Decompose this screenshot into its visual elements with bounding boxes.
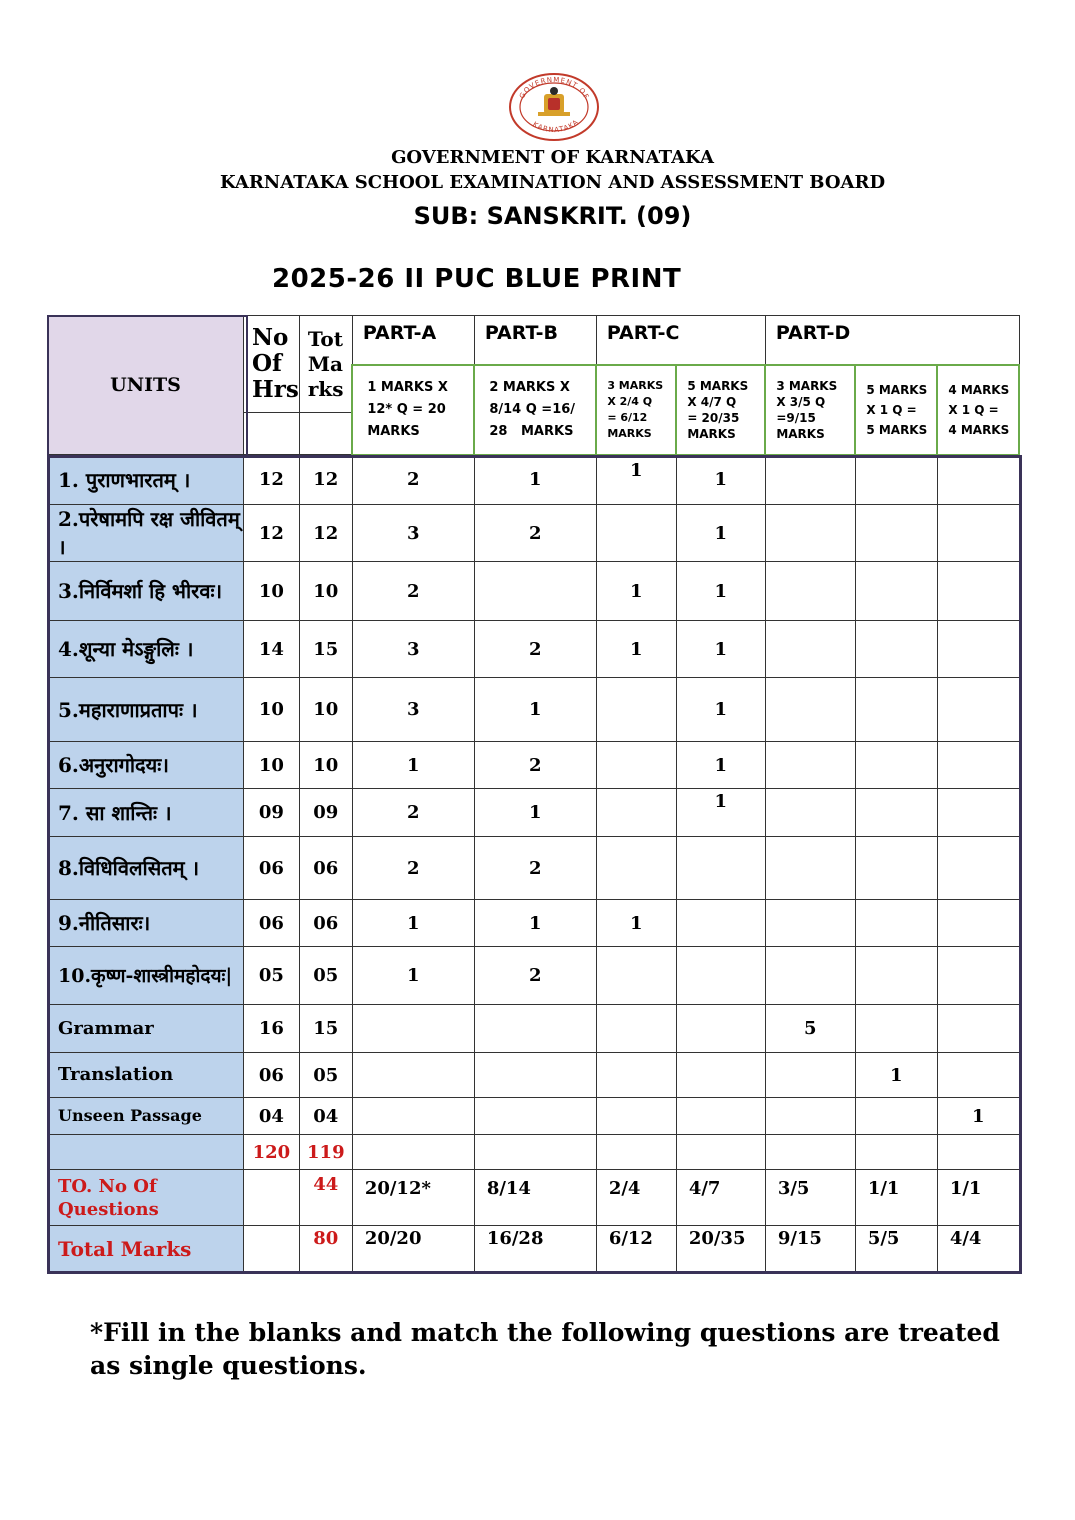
units-header: UNITS [48, 316, 244, 455]
part-b-count: 1 [474, 789, 596, 837]
unit-name: 9.नीतिसारः। [48, 900, 244, 947]
unit-marks: 06 [299, 900, 352, 947]
part-b-count [474, 562, 596, 621]
unit-marks: 12 [299, 455, 352, 505]
part-d2-count [855, 455, 937, 505]
part-d3-count [937, 947, 1019, 1005]
unit-marks: 10 [299, 678, 352, 742]
part-d2-count: 1 [855, 1053, 937, 1098]
part-c1-count: 1 [596, 455, 676, 505]
part-c1-count: 1 [596, 621, 676, 678]
part-d1-count [765, 678, 855, 742]
unit-name: 6.अनुरागोदयः। [48, 742, 244, 789]
table-row [48, 1005, 1020, 1053]
part-c1-count [596, 505, 676, 562]
marks-label-b: 2 MARKS X 8/14 Q =16/ 28 MARKS [474, 365, 596, 455]
unit-hours: 06 [244, 837, 300, 900]
unit-name: 4.शून्या मेऽङ्गुलिः । [48, 621, 244, 678]
part-b-count: 2 [474, 505, 596, 562]
part-c2-count [676, 1098, 765, 1135]
table-row [48, 455, 1020, 505]
questions-hours-blank [244, 1170, 300, 1226]
table-row [48, 947, 1020, 1005]
part-c1-count: 1 [596, 562, 676, 621]
unit-marks: 06 [299, 837, 352, 900]
part-a-header: PART-A [352, 316, 474, 365]
part-c-header: PART-C [596, 316, 765, 365]
unit-hours: 06 [244, 1053, 300, 1098]
footnote: *Fill in the blanks and match the following questions are treated as single questions. [90, 1318, 1000, 1380]
part-a-count: 2 [352, 837, 474, 900]
unit-marks: 12 [299, 505, 352, 562]
part-d3-count [937, 837, 1019, 900]
unit-hours: 12 [244, 505, 300, 562]
part-a-count [352, 1053, 474, 1098]
table-row [48, 837, 1020, 900]
table-row [48, 789, 1020, 837]
part-c2-count [676, 1005, 765, 1053]
part-d2-count [855, 678, 937, 742]
unit-name: 5.महाराणाप्रतापः । [48, 678, 244, 742]
unit-marks: 15 [299, 1005, 352, 1053]
unit-hours: 10 [244, 678, 300, 742]
part-d3-count [937, 1053, 1019, 1098]
part-d1-count: 5 [765, 1005, 855, 1053]
part-c1-count [596, 1053, 676, 1098]
part-d1-count [765, 1098, 855, 1135]
hours-blank [244, 413, 300, 455]
blueprint-table [47, 315, 1020, 1272]
part-a-count: 1 [352, 900, 474, 947]
part-c2-count: 1 [676, 789, 765, 837]
karnataka-government-seal [508, 72, 600, 142]
table-row [48, 1098, 1020, 1135]
unit-name: 7. सा शान्तिः । [48, 789, 244, 837]
unit-hours: 04 [244, 1098, 300, 1135]
table-row [48, 1053, 1020, 1098]
total-marks-part-d2: 5/5 [855, 1226, 937, 1272]
total-marks-hours-blank [244, 1226, 300, 1272]
part-b-count [474, 1053, 596, 1098]
unit-hours: 05 [244, 947, 300, 1005]
part-d1-count [765, 947, 855, 1005]
questions-row [48, 1170, 1020, 1226]
part-b-count: 2 [474, 947, 596, 1005]
part-d1-count [765, 455, 855, 505]
part-d2-count [855, 1005, 937, 1053]
total-marks-total: 80 [299, 1226, 352, 1272]
total-marks-part-a: 20/20 [352, 1226, 474, 1272]
questions-part-d3: 1/1 [937, 1170, 1019, 1226]
table-row [48, 678, 1020, 742]
part-d2-count [855, 837, 937, 900]
table-row [48, 562, 1020, 621]
total-marks-part-d3: 4/4 [937, 1226, 1019, 1272]
board-title: KARNATAKA SCHOOL EXAMINATION AND ASSESSMENT BOARD [219, 172, 886, 193]
part-a-count: 1 [352, 947, 474, 1005]
svg-text:KARNATAKA [531, 118, 580, 134]
part-d2-count [855, 562, 937, 621]
questions-part-c1: 2/4 [596, 1170, 676, 1226]
unit-hours: 16 [244, 1005, 300, 1053]
seal-top-text: GOVERNMENT OF [517, 75, 591, 101]
table-row [48, 621, 1020, 678]
part-d-header: PART-D [765, 316, 1019, 365]
part-d3-count [937, 1005, 1019, 1053]
part-a-count: 3 [352, 505, 474, 562]
unit-hours: 09 [244, 789, 300, 837]
part-c2-count [676, 1053, 765, 1098]
table-row [48, 505, 1020, 562]
part-b-count: 1 [474, 900, 596, 947]
part-d3-count [937, 621, 1019, 678]
unit-hours: 06 [244, 900, 300, 947]
marks-label-a: 1 MARKS X 12* Q = 20 MARKS [352, 365, 474, 455]
part-a-count [352, 1005, 474, 1053]
seal-bottom-text: KARNATAKA [531, 117, 581, 135]
table-row [48, 900, 1020, 947]
part-c2-count: 1 [676, 505, 765, 562]
part-a-count: 3 [352, 678, 474, 742]
part-c2-count: 1 [676, 562, 765, 621]
marks-blank [299, 413, 352, 455]
unit-hours: 10 [244, 742, 300, 789]
unit-hours: 10 [244, 562, 300, 621]
part-c1-count [596, 678, 676, 742]
unit-marks: 09 [299, 789, 352, 837]
marks-label-d3: 4 MARKS X 1 Q = 4 MARKS [937, 365, 1019, 455]
marks-label-d1: 3 MARKS X 3/5 Q =9/15 MARKS [765, 365, 855, 455]
unit-name: 1. पुराणभारतम् । [48, 455, 244, 505]
questions-part-b: 8/14 [474, 1170, 596, 1226]
part-d3-count [937, 562, 1019, 621]
part-c1-count [596, 1098, 676, 1135]
part-d3-count: 1 [937, 1098, 1019, 1135]
part-d3-count [937, 678, 1019, 742]
unit-name: 10.कृष्ण-शास्त्रीमहोदयः| [48, 947, 244, 1005]
part-d2-count [855, 1098, 937, 1135]
part-c1-count [596, 789, 676, 837]
unit-name: 8.विधिविलसितम् । [48, 837, 244, 900]
table-row [48, 742, 1020, 789]
sum-row [48, 1135, 1020, 1170]
part-c1-count [596, 947, 676, 1005]
part-a-count: 2 [352, 455, 474, 505]
part-b-count: 2 [474, 837, 596, 900]
unit-hours: 14 [244, 621, 300, 678]
part-b-count: 2 [474, 742, 596, 789]
total-marks-part-d1: 9/15 [765, 1226, 855, 1272]
total-marks-part-c1: 6/12 [596, 1226, 676, 1272]
part-d1-count [765, 900, 855, 947]
part-d2-count [855, 789, 937, 837]
unit-name: Translation [48, 1053, 244, 1098]
questions-label: TO. No Of Questions [48, 1170, 244, 1226]
part-c2-count: 1 [676, 621, 765, 678]
blueprint-title: 2025-26 II PUC BLUE PRINT [272, 264, 682, 294]
part-b-count [474, 1098, 596, 1135]
part-d1-count [765, 562, 855, 621]
part-a-count: 1 [352, 742, 474, 789]
questions-part-a: 20/12* [352, 1170, 474, 1226]
part-d3-count [937, 789, 1019, 837]
part-d3-count [937, 742, 1019, 789]
questions-part-d2: 1/1 [855, 1170, 937, 1226]
sum-hours: 120 [244, 1135, 300, 1170]
part-d1-count [765, 789, 855, 837]
unit-name: 3.निर्विमर्शा हि भीरवः। [48, 562, 244, 621]
part-d2-count [855, 742, 937, 789]
part-a-count: 3 [352, 621, 474, 678]
part-c2-count: 1 [676, 455, 765, 505]
part-c2-count [676, 900, 765, 947]
part-c2-count: 1 [676, 742, 765, 789]
part-a-count: 2 [352, 562, 474, 621]
total-marks-label: Total Marks [48, 1226, 244, 1272]
unit-name: Grammar [48, 1005, 244, 1053]
part-c2-count [676, 947, 765, 1005]
total-marks-row [48, 1226, 1020, 1272]
part-b-count: 2 [474, 621, 596, 678]
part-d2-count [855, 947, 937, 1005]
sum-row-label [48, 1135, 244, 1170]
questions-part-d1: 3/5 [765, 1170, 855, 1226]
marks-label-c2: 5 MARKS X 4/7 Q = 20/35 MARKS [676, 365, 765, 455]
part-c1-count [596, 1005, 676, 1053]
unit-marks: 10 [299, 742, 352, 789]
part-b-count: 1 [474, 455, 596, 505]
total-marks-header: Tot Ma rks [299, 316, 352, 413]
part-c1-count [596, 742, 676, 789]
part-d1-count [765, 742, 855, 789]
part-d2-count [855, 621, 937, 678]
part-b-count [474, 1005, 596, 1053]
government-title: GOVERNMENT OF KARNATAKA [391, 147, 714, 168]
hours-header: No Of Hrs [244, 316, 300, 413]
questions-total: 44 [299, 1170, 352, 1226]
total-marks-part-b: 16/28 [474, 1226, 596, 1272]
unit-name: 2.परेषामपि रक्ष जीवितम् । [48, 505, 244, 562]
part-d3-count [937, 900, 1019, 947]
part-d3-count [937, 455, 1019, 505]
part-c2-count [676, 837, 765, 900]
subject-title: SUB: SANSKRIT. (09) [413, 202, 692, 230]
sum-marks: 119 [299, 1135, 352, 1170]
marks-label-d2: 5 MARKS X 1 Q = 5 MARKS [855, 365, 937, 455]
part-d1-count [765, 505, 855, 562]
total-marks-part-c2: 20/35 [676, 1226, 765, 1272]
part-d1-count [765, 837, 855, 900]
part-d1-count [765, 1053, 855, 1098]
marks-label-c1: 3 MARKS X 2/4 Q = 6/12 MARKS [596, 365, 676, 455]
questions-part-c2: 4/7 [676, 1170, 765, 1226]
part-b-header: PART-B [474, 316, 596, 365]
part-d1-count [765, 621, 855, 678]
part-c2-count: 1 [676, 678, 765, 742]
part-a-count: 2 [352, 789, 474, 837]
part-d2-count [855, 900, 937, 947]
unit-hours: 12 [244, 455, 300, 505]
unit-marks: 04 [299, 1098, 352, 1135]
unit-marks: 15 [299, 621, 352, 678]
part-c1-count: 1 [596, 900, 676, 947]
unit-marks: 10 [299, 562, 352, 621]
part-c1-count [596, 837, 676, 900]
part-a-count [352, 1098, 474, 1135]
part-d2-count [855, 505, 937, 562]
unit-marks: 05 [299, 947, 352, 1005]
part-d3-count [937, 505, 1019, 562]
unit-marks: 05 [299, 1053, 352, 1098]
part-b-count: 1 [474, 678, 596, 742]
unit-name: Unseen Passage [48, 1098, 244, 1135]
